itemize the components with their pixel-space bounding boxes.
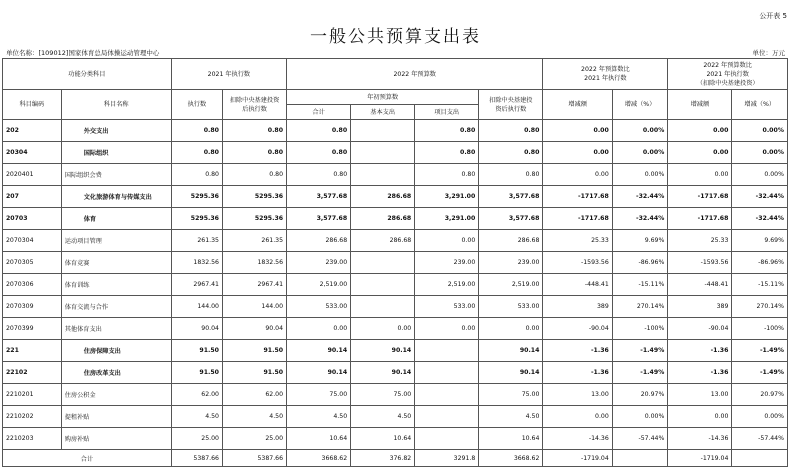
- header-exec2021: 2021 年执行数: [171, 59, 286, 90]
- cell-inc-amt2: -1593.56: [668, 252, 732, 274]
- cell-exec: 91.50: [171, 362, 222, 384]
- cell-inc-pct2: -1.49%: [732, 340, 788, 362]
- cell-name: 购房补贴: [61, 428, 171, 450]
- cell-inc-amt: 0.00: [543, 406, 612, 428]
- cell-inc-pct: 0.00%: [612, 142, 668, 164]
- cell-inc-amt2: 0.00: [668, 142, 732, 164]
- total-cell-budget-ex: 3668.62: [479, 450, 543, 467]
- cell-basic: [351, 296, 415, 318]
- cell-exec-ex: 1832.56: [222, 252, 286, 274]
- cell-budget-ex: 10.64: [479, 428, 543, 450]
- cell-sum: 3,577.68: [287, 208, 351, 230]
- total-cell-exec: 5387.66: [171, 450, 222, 467]
- cell-code: 2070309: [3, 296, 62, 318]
- cell-exec-ex: 2967.41: [222, 274, 286, 296]
- cell-exec: 0.80: [171, 164, 222, 186]
- header-budget-ex-line2: 资后执行数: [495, 105, 527, 113]
- cell-code: 2070399: [3, 318, 62, 340]
- page-title: 一般公共预算支出表: [310, 27, 481, 47]
- cell-inc-pct: -100%: [612, 318, 668, 340]
- cell-name: 住房保障支出: [61, 340, 171, 362]
- cell-inc-amt2: -1717.68: [668, 186, 732, 208]
- cell-sum: 2,519.00: [287, 274, 351, 296]
- cell-name: 外交支出: [61, 120, 171, 142]
- cell-inc-pct2: -86.96%: [732, 252, 788, 274]
- cell-budget-ex: 3,577.68: [479, 186, 543, 208]
- cell-basic: 10.64: [351, 428, 415, 450]
- table-row: [3, 362, 788, 384]
- total-cell-inc-amt: -1719.04: [543, 450, 612, 467]
- cell-inc-pct: -32.44%: [612, 186, 668, 208]
- cell-inc-pct2: 270.14%: [732, 296, 788, 318]
- cell-exec-ex: 0.80: [222, 164, 286, 186]
- cell-exec-ex: 5295.36: [222, 186, 286, 208]
- cell-exec-ex: 90.04: [222, 318, 286, 340]
- cell-inc-amt2: -1.36: [668, 340, 732, 362]
- cell-inc-pct: -1.49%: [612, 340, 668, 362]
- cell-exec: 2967.41: [171, 274, 222, 296]
- cell-name: 住房改革支出: [61, 362, 171, 384]
- cell-budget-ex: 4.50: [479, 406, 543, 428]
- cell-inc-amt2: -448.41: [668, 274, 732, 296]
- cell-budget-ex: 239.00: [479, 252, 543, 274]
- header-func: 功能分类科目: [3, 59, 172, 90]
- header-subj-name: 科目名称: [61, 90, 171, 120]
- cell-basic: 90.14: [351, 362, 415, 384]
- header-exec: 执行数: [171, 90, 222, 120]
- cell-basic: 286.68: [351, 186, 415, 208]
- cell-budget-ex: 3,577.68: [479, 208, 543, 230]
- cell-sum: 239.00: [287, 252, 351, 274]
- cell-inc-pct2: 0.00%: [732, 142, 788, 164]
- cell-inc-amt2: 389: [668, 296, 732, 318]
- cell-inc-pct2: 0.00%: [732, 164, 788, 186]
- unit-name: 单位名称：[109012]国家体育总局体操运动管理中心: [6, 49, 160, 57]
- cell-inc-amt: 0.00: [543, 120, 612, 142]
- cell-exec-ex: 25.00: [222, 428, 286, 450]
- cell-sum: 0.80: [287, 142, 351, 164]
- total-cell-inc-pct2: [732, 450, 788, 467]
- table-row: [3, 186, 788, 208]
- header-sum: 合计: [287, 105, 351, 120]
- cell-exec-ex: 261.35: [222, 230, 286, 252]
- table-row: [3, 428, 788, 450]
- cell-exec-ex: 0.80: [222, 142, 286, 164]
- cell-exec-ex: 4.50: [222, 406, 286, 428]
- cell-inc-pct: -86.96%: [612, 252, 668, 274]
- cell-project: 533.00: [415, 296, 479, 318]
- cell-inc-amt2: 0.00: [668, 120, 732, 142]
- total-row: [3, 450, 788, 467]
- cell-code: 2210203: [3, 428, 62, 450]
- header-subj-code: 科目编码: [3, 90, 62, 120]
- cell-project: [415, 428, 479, 450]
- cell-exec: 5295.36: [171, 208, 222, 230]
- table-row: [3, 230, 788, 252]
- cell-inc-amt: -448.41: [543, 274, 612, 296]
- header-inc-pct2: 增减（%）: [732, 90, 788, 120]
- cell-code: 20703: [3, 208, 62, 230]
- table-row: [3, 296, 788, 318]
- cell-project: 3,291.00: [415, 186, 479, 208]
- cell-exec-ex: 0.80: [222, 120, 286, 142]
- cell-inc-pct: 9.69%: [612, 230, 668, 252]
- cell-basic: [351, 120, 415, 142]
- cell-code: 20304: [3, 142, 62, 164]
- cell-basic: 90.14: [351, 340, 415, 362]
- cell-inc-amt2: 13.00: [668, 384, 732, 406]
- cell-budget-ex: 286.68: [479, 230, 543, 252]
- cell-sum: 3,577.68: [287, 186, 351, 208]
- table-row: [3, 406, 788, 428]
- header-compare-line2: 2021 年执行数: [584, 75, 627, 82]
- cell-name: 运动项目管理: [61, 230, 171, 252]
- cell-exec: 91.50: [171, 340, 222, 362]
- cell-budget-ex: 0.80: [479, 164, 543, 186]
- cell-inc-pct: 0.00%: [612, 406, 668, 428]
- cell-sum: 90.14: [287, 362, 351, 384]
- cell-exec: 1832.56: [171, 252, 222, 274]
- cell-code: 2070304: [3, 230, 62, 252]
- header-project: 项目支出: [415, 105, 479, 120]
- cell-project: 0.00: [415, 318, 479, 340]
- table-row: [3, 318, 788, 340]
- header-compare: [543, 59, 668, 90]
- cell-inc-amt: -1.36: [543, 340, 612, 362]
- cell-name: 体育训练: [61, 274, 171, 296]
- cell-name: 文化旅游体育与传媒支出: [61, 186, 171, 208]
- header-exec-ex-line2: 后执行数: [242, 105, 267, 113]
- cell-exec-ex: 91.50: [222, 340, 286, 362]
- budget-table: [2, 58, 788, 467]
- cell-sum: 0.00: [287, 318, 351, 340]
- header-compare-ex: [668, 59, 788, 90]
- cell-inc-pct2: -32.44%: [732, 186, 788, 208]
- cell-code: 2070306: [3, 274, 62, 296]
- cell-inc-pct2: -57.44%: [732, 428, 788, 450]
- cell-inc-amt2: 25.33: [668, 230, 732, 252]
- cell-basic: 0.00: [351, 318, 415, 340]
- cell-inc-amt: -14.36: [543, 428, 612, 450]
- cell-inc-amt: -1.36: [543, 362, 612, 384]
- cell-inc-pct: -1.49%: [612, 362, 668, 384]
- cell-basic: [351, 274, 415, 296]
- cell-name: 国际组织会费: [61, 164, 171, 186]
- cell-inc-amt2: -1.36: [668, 362, 732, 384]
- cell-basic: 75.00: [351, 384, 415, 406]
- cell-exec-ex: 5295.36: [222, 208, 286, 230]
- header-compare-ex-line2: 2021 年执行数: [706, 70, 749, 78]
- cell-exec: 0.80: [171, 120, 222, 142]
- total-cell-sum: 3668.62: [287, 450, 351, 467]
- header-compare-ex-line1: 2022 年预算数比: [703, 61, 752, 69]
- header-budget-ex-line1: 扣除中央基建投: [489, 96, 533, 104]
- unit-label: 单位：万元: [752, 49, 785, 57]
- header-budget2022: 2022 年预算数: [287, 59, 543, 90]
- cell-budget-ex: 0.80: [479, 142, 543, 164]
- cell-inc-pct: 20.97%: [612, 384, 668, 406]
- cell-sum: 0.80: [287, 164, 351, 186]
- cell-inc-pct: 270.14%: [612, 296, 668, 318]
- cell-sum: 286.68: [287, 230, 351, 252]
- cell-exec-ex: 62.00: [222, 384, 286, 406]
- cell-budget-ex: 0.80: [479, 120, 543, 142]
- cell-code: 207: [3, 186, 62, 208]
- cell-budget-ex: 90.14: [479, 362, 543, 384]
- total-cell-inc-pct: [612, 450, 668, 467]
- header-compare-line1: 2022 年预算数比: [581, 66, 630, 73]
- cell-budget-ex: 90.14: [479, 340, 543, 362]
- cell-inc-amt: 0.00: [543, 164, 612, 186]
- header-inc-amt2: 增减额: [668, 90, 732, 120]
- cell-budget-ex: 2,519.00: [479, 274, 543, 296]
- cell-inc-amt: -1593.56: [543, 252, 612, 274]
- cell-basic: 4.50: [351, 406, 415, 428]
- cell-inc-pct: -32.44%: [612, 208, 668, 230]
- cell-inc-amt: -90.04: [543, 318, 612, 340]
- cell-exec: 90.04: [171, 318, 222, 340]
- cell-project: [415, 384, 479, 406]
- cell-budget-ex: 0.00: [479, 318, 543, 340]
- cell-inc-amt: -1717.68: [543, 186, 612, 208]
- header-budget-ex: [479, 90, 543, 120]
- cell-name: 体育交流与合作: [61, 296, 171, 318]
- cell-code: 2210201: [3, 384, 62, 406]
- table-row: [3, 274, 788, 296]
- table-row: [3, 164, 788, 186]
- cell-code: 2020401: [3, 164, 62, 186]
- cell-sum: 4.50: [287, 406, 351, 428]
- cell-budget-ex: 533.00: [479, 296, 543, 318]
- cell-code: 202: [3, 120, 62, 142]
- cell-inc-amt2: -90.04: [668, 318, 732, 340]
- cell-basic: [351, 142, 415, 164]
- cell-inc-amt: 389: [543, 296, 612, 318]
- cell-code: 2210202: [3, 406, 62, 428]
- header-basic: 基本支出: [351, 105, 415, 120]
- cell-sum: 75.00: [287, 384, 351, 406]
- cell-project: 0.00: [415, 230, 479, 252]
- header-exec-ex: [222, 90, 286, 120]
- cell-inc-pct2: 0.00%: [732, 120, 788, 142]
- cell-project: 2,519.00: [415, 274, 479, 296]
- cell-exec: 4.50: [171, 406, 222, 428]
- table-row: [3, 142, 788, 164]
- cell-inc-amt2: 0.00: [668, 406, 732, 428]
- table-row: [3, 340, 788, 362]
- cell-exec: 144.00: [171, 296, 222, 318]
- total-cell-inc-amt2: -1719.04: [668, 450, 732, 467]
- table-row: [3, 120, 788, 142]
- cell-inc-pct2: 20.97%: [732, 384, 788, 406]
- table-row: [3, 208, 788, 230]
- header-annual: 年初预算数: [287, 90, 479, 105]
- cell-name: 提租补贴: [61, 406, 171, 428]
- cell-inc-pct2: 0.00%: [732, 406, 788, 428]
- total-cell-basic: 376.82: [351, 450, 415, 467]
- total-cell-exec-ex: 5387.66: [222, 450, 286, 467]
- cell-project: [415, 406, 479, 428]
- cell-exec: 261.35: [171, 230, 222, 252]
- cell-inc-amt: 25.33: [543, 230, 612, 252]
- cell-code: 22102: [3, 362, 62, 384]
- cell-inc-pct2: -15.11%: [732, 274, 788, 296]
- total-label: 合计: [3, 450, 172, 467]
- cell-project: 0.80: [415, 120, 479, 142]
- cell-inc-amt: 13.00: [543, 384, 612, 406]
- cell-inc-amt2: 0.00: [668, 164, 732, 186]
- cell-project: 0.80: [415, 164, 479, 186]
- header-inc-amt: 增减额: [543, 90, 612, 120]
- cell-project: [415, 362, 479, 384]
- cell-basic: 286.68: [351, 230, 415, 252]
- cell-inc-amt: -1717.68: [543, 208, 612, 230]
- cell-basic: [351, 252, 415, 274]
- cell-sum: 533.00: [287, 296, 351, 318]
- cell-exec: 62.00: [171, 384, 222, 406]
- header-inc-pct: 增减（%）: [612, 90, 668, 120]
- cell-inc-pct: 0.00%: [612, 164, 668, 186]
- cell-inc-amt: 0.00: [543, 142, 612, 164]
- total-cell-project: 3291.8: [415, 450, 479, 467]
- cell-project: 3,291.00: [415, 208, 479, 230]
- cell-name: 住房公积金: [61, 384, 171, 406]
- cell-basic: [351, 164, 415, 186]
- table-number: 公开表 5: [759, 12, 787, 20]
- header-compare-ex-line3: （扣除中央基建投资）: [696, 79, 759, 87]
- cell-exec: 5295.36: [171, 186, 222, 208]
- cell-inc-pct2: -1.49%: [732, 362, 788, 384]
- cell-inc-pct2: 9.69%: [732, 230, 788, 252]
- cell-exec-ex: 144.00: [222, 296, 286, 318]
- cell-sum: 0.80: [287, 120, 351, 142]
- cell-project: 239.00: [415, 252, 479, 274]
- table-row: [3, 384, 788, 406]
- cell-name: 体育: [61, 208, 171, 230]
- cell-exec-ex: 91.50: [222, 362, 286, 384]
- cell-exec: 25.00: [171, 428, 222, 450]
- cell-project: 0.80: [415, 142, 479, 164]
- cell-code: 2070305: [3, 252, 62, 274]
- cell-project: [415, 340, 479, 362]
- cell-inc-pct2: -100%: [732, 318, 788, 340]
- cell-inc-pct: -57.44%: [612, 428, 668, 450]
- cell-sum: 90.14: [287, 340, 351, 362]
- cell-name: 体育竞赛: [61, 252, 171, 274]
- table-body: [3, 120, 788, 467]
- cell-inc-amt2: -1717.68: [668, 208, 732, 230]
- cell-code: 221: [3, 340, 62, 362]
- cell-inc-pct: -15.11%: [612, 274, 668, 296]
- cell-exec: 0.80: [171, 142, 222, 164]
- header-exec-ex-line1: 扣除中央基建投资: [229, 96, 280, 104]
- cell-inc-pct: 0.00%: [612, 120, 668, 142]
- table-row: [3, 252, 788, 274]
- cell-name: 其他体育支出: [61, 318, 171, 340]
- cell-basic: 286.68: [351, 208, 415, 230]
- cell-budget-ex: 75.00: [479, 384, 543, 406]
- cell-inc-amt2: -14.36: [668, 428, 732, 450]
- cell-name: 国际组织: [61, 142, 171, 164]
- cell-sum: 10.64: [287, 428, 351, 450]
- cell-inc-pct2: -32.44%: [732, 208, 788, 230]
